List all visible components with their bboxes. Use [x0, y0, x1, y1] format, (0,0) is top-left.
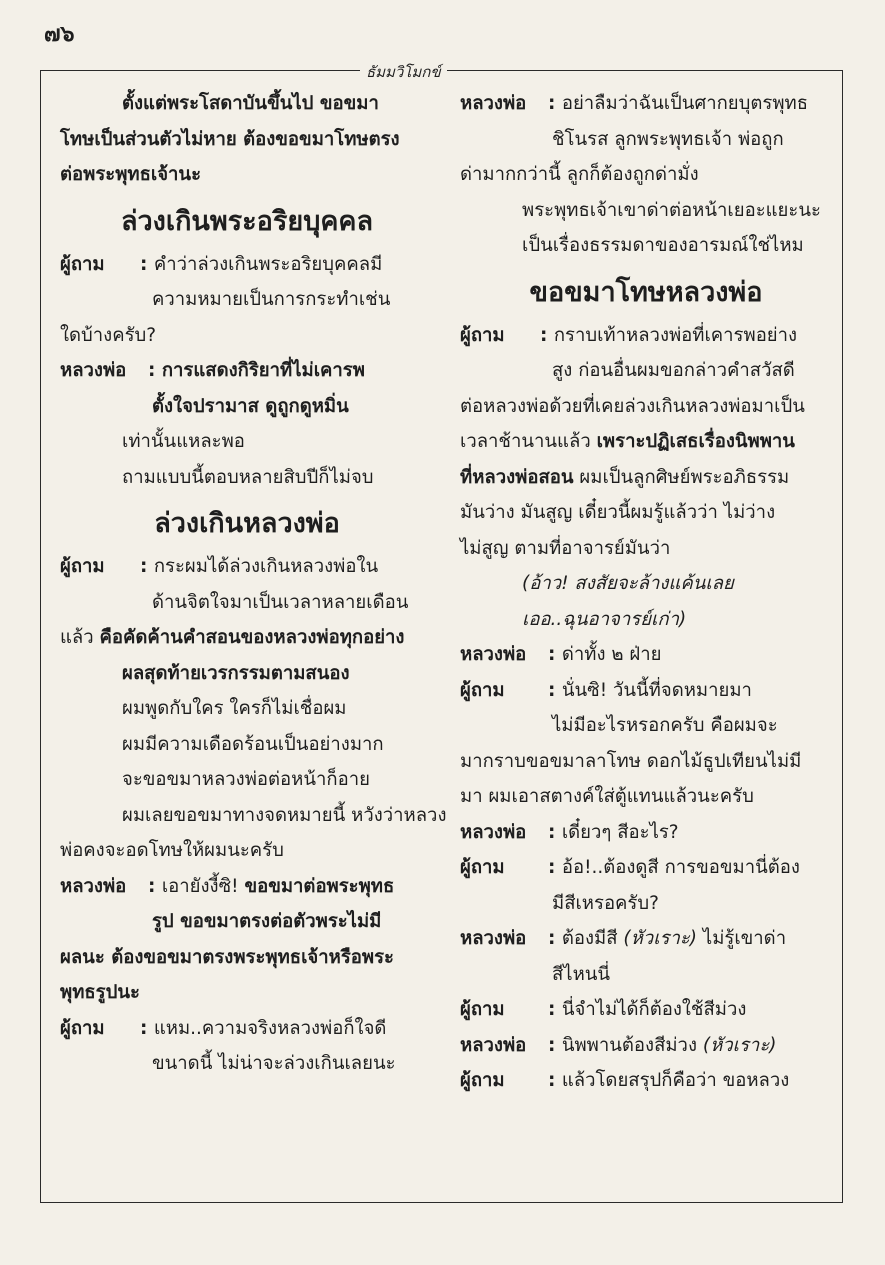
speaker-label: หลวงพ่อ [60, 875, 127, 897]
dialogue-line: ผู้ถาม : กระผมได้ล่วงเกินหลวงพ่อใน [60, 549, 434, 585]
dialogue-text: สีไหนนี่ [552, 963, 611, 985]
speaker-label: ผู้ถาม [60, 556, 105, 577]
dialogue-text: เท่านั้นแหละพอ [122, 431, 245, 452]
intro-line-2: โทษเป็นส่วนตัวไม่หาย ต้องขอขมาโทษตรง [60, 128, 400, 150]
dialogue-text: ไม่สูญ ตามที่อาจารย์มันว่า [460, 537, 671, 559]
dialogue-line: ผู้ถาม : แล้วโดยสรุปก็คือว่า ขอหลวง [460, 1063, 832, 1099]
intro-line-3: ต่อพระพุทธเจ้านะ [60, 164, 202, 185]
dialogue-line: หลวงพ่อ : เดี๋ยวๆ สีอะไร? [460, 815, 832, 851]
dialogue-line: ผู้ถาม : กราบเท้าหลวงพ่อที่เคารพอย่าง [460, 318, 832, 354]
dialogue-text: ผมเลยขอขมาทางจดหมายนี้ หวังว่าหลวง [122, 804, 447, 826]
dialogue-line: หลวงพ่อ : นิพพานต้องสีม่วง (หัวเราะ) [460, 1028, 832, 1064]
intro-line-1: ตั้งแต่พระโสดาบันขึ้นไป ขอขมา [122, 93, 379, 114]
dialogue-text: เป็นเรื่องธรรมดาของอารมณ์ใช่ไหม [522, 235, 804, 256]
dialogue-text: รูป ขอขมาตรงต่อตัวพระไม่มี [152, 911, 382, 932]
left-column [60, 86, 447, 1082]
dialogue-line: เวลาช้านานแล้ว เพราะปฏิเสธเรื่องนิพพาน [460, 431, 795, 452]
right-column [460, 86, 832, 1099]
page-number: ๗๖ [44, 21, 75, 47]
section-heading-1: ล่วงเกินพระอริยบุคคล [120, 205, 374, 237]
dialogue-text: มากราบขอขมาลาโทษ ดอกไม้ธูปเทียนไม่มี [460, 750, 802, 772]
running-head: ธัมมวิโมกข์ [360, 60, 447, 84]
dialogue-text: มีสีเหรอครับ? [552, 892, 659, 914]
speaker-label: ผู้ถาม [60, 253, 105, 275]
dialogue-line: หลวงพ่อ : เอายังงี้ซิ! ขอขมาต่อพระพุทธ [60, 869, 434, 905]
dialogue-text: ผลสุดท้ายเวรกรรมตามสนอง [122, 662, 350, 684]
dialogue-line: ผู้ถาม : นั่นซิ! วันนี้ที่จดหมายมา [460, 673, 832, 709]
speaker-label: ผู้ถาม [460, 999, 505, 1020]
dialogue-line: ที่หลวงพ่อสอน ผมเป็นลูกศิษย์พระอภิธรรม [460, 466, 790, 488]
speaker-label: หลวงพ่อ [60, 360, 127, 381]
dialogue-text: พ่อคงจะอดโทษให้ผมนะครับ [60, 840, 284, 861]
speaker-label: ผู้ถาม [460, 324, 505, 346]
speaker-label: หลวงพ่อ [460, 821, 527, 843]
dialogue-line: หลวงพ่อ : อย่าลืมว่าฉันเป็นศากยบุตรพุทธ [460, 86, 832, 122]
dialogue-text: มา ผมเอาสตางค์ใส่ตู้แทนแล้วนะครับ [460, 786, 754, 807]
dialogue-text: มันว่าง มันสูญ เดี๋ยวนี้ผมรู้แล้วว่า ไม่ว่าง [460, 502, 776, 523]
dialogue-text: จะขอขมาหลวงพ่อต่อหน้าก็อาย [122, 769, 370, 790]
dialogue-text: ถามแบบนี้ตอบหลายสิบปีก็ไม่จบ [122, 466, 374, 488]
dialogue-line: แล้ว คือคัดค้านคำสอนของหลวงพ่อทุกอย่าง [60, 627, 405, 648]
section-heading-2: ล่วงเกินหลวงพ่อ [154, 508, 340, 539]
dialogue-line: ผู้ถาม : แหม..ความจริงหลวงพ่อก็ใจดี [60, 1011, 434, 1047]
dialogue-text: สูง ก่อนอื่นผมขอกล่าวคำสวัสดี [552, 360, 795, 381]
dialogue-text: ผมมีความเดือดร้อนเป็นอย่างมาก [122, 733, 384, 755]
dialogue-line: หลวงพ่อ : การแสดงกิริยาที่ไม่เคารพ [60, 353, 434, 389]
dialogue-text: พุทธรูปนะ [60, 982, 140, 1003]
dialogue-text: ผลนะ ต้องขอขมาตรงพระพุทธเจ้าหรือพระ [60, 946, 394, 968]
section-heading-3: ขอขมาโทษหลวงพ่อ [529, 276, 763, 308]
dialogue-text: ด้านจิตใจมาเป็นเวลาหลายเดือน [152, 591, 409, 613]
speaker-label: หลวงพ่อ [460, 1034, 527, 1056]
speaker-label: ผู้ถาม [460, 857, 505, 878]
dialogue-line: ผู้ถาม : นี่จำไม่ได้ก็ต้องใช้สีม่วง [460, 992, 832, 1028]
speaker-label: ผู้ถาม [60, 1017, 105, 1039]
dialogue-line: หลวงพ่อ : ด่าทั้ง ๒ ฝ่าย [460, 637, 832, 673]
speaker-label: ผู้ถาม [460, 1070, 505, 1091]
dialogue-text: ชิโนรส ลูกพระพุทธเจ้า พ่อถูก [552, 128, 784, 150]
dialogue-text: (อ้าว! สงสัยจะล้างแค้นเลย [522, 573, 734, 594]
dialogue-text: พระพุทธเจ้าเขาด่าต่อหน้าเยอะแยะนะ [522, 199, 821, 221]
dialogue-text: ไม่มีอะไรหรอกครับ คือผมจะ [552, 715, 778, 736]
dialogue-text: ผมพูดกับใคร ใครก็ไม่เชื่อผม [122, 698, 347, 719]
speaker-label: หลวงพ่อ [460, 644, 527, 665]
dialogue-text: เออ..ฉุนอาจารย์เก่า) [522, 608, 687, 630]
dialogue-line: หลวงพ่อ : ต้องมีสี (หัวเราะ) ไม่รู้เขาด่า [460, 921, 832, 957]
dialogue-text: ความหมายเป็นการกระทำเช่น [152, 289, 391, 310]
speaker-label: ผู้ถาม [460, 679, 505, 701]
speaker-label: หลวงพ่อ [460, 93, 527, 114]
dialogue-text: ขนาดนี้ ไม่น่าจะล่วงเกินเลยนะ [152, 1053, 396, 1074]
speaker-label: หลวงพ่อ [460, 928, 527, 949]
dialogue-line: ผู้ถาม : คำว่าล่วงเกินพระอริยบุคคลมี [60, 247, 434, 283]
dialogue-text: ใดบ้างครับ? [60, 324, 157, 346]
dialogue-text: ด่ามากกว่านี้ ลูกก็ต้องถูกด่ามั่ง [460, 164, 699, 185]
dialogue-text: ตั้งใจปรามาส ดูถูกดูหมิ่น [152, 395, 349, 417]
dialogue-line: ผู้ถาม : อ้อ!..ต้องดูสี การขอขมานี่ต้อง [460, 850, 832, 886]
dialogue-text: ต่อหลวงพ่อด้วยที่เคยล่วงเกินหลวงพ่อมาเป็น [460, 395, 805, 417]
